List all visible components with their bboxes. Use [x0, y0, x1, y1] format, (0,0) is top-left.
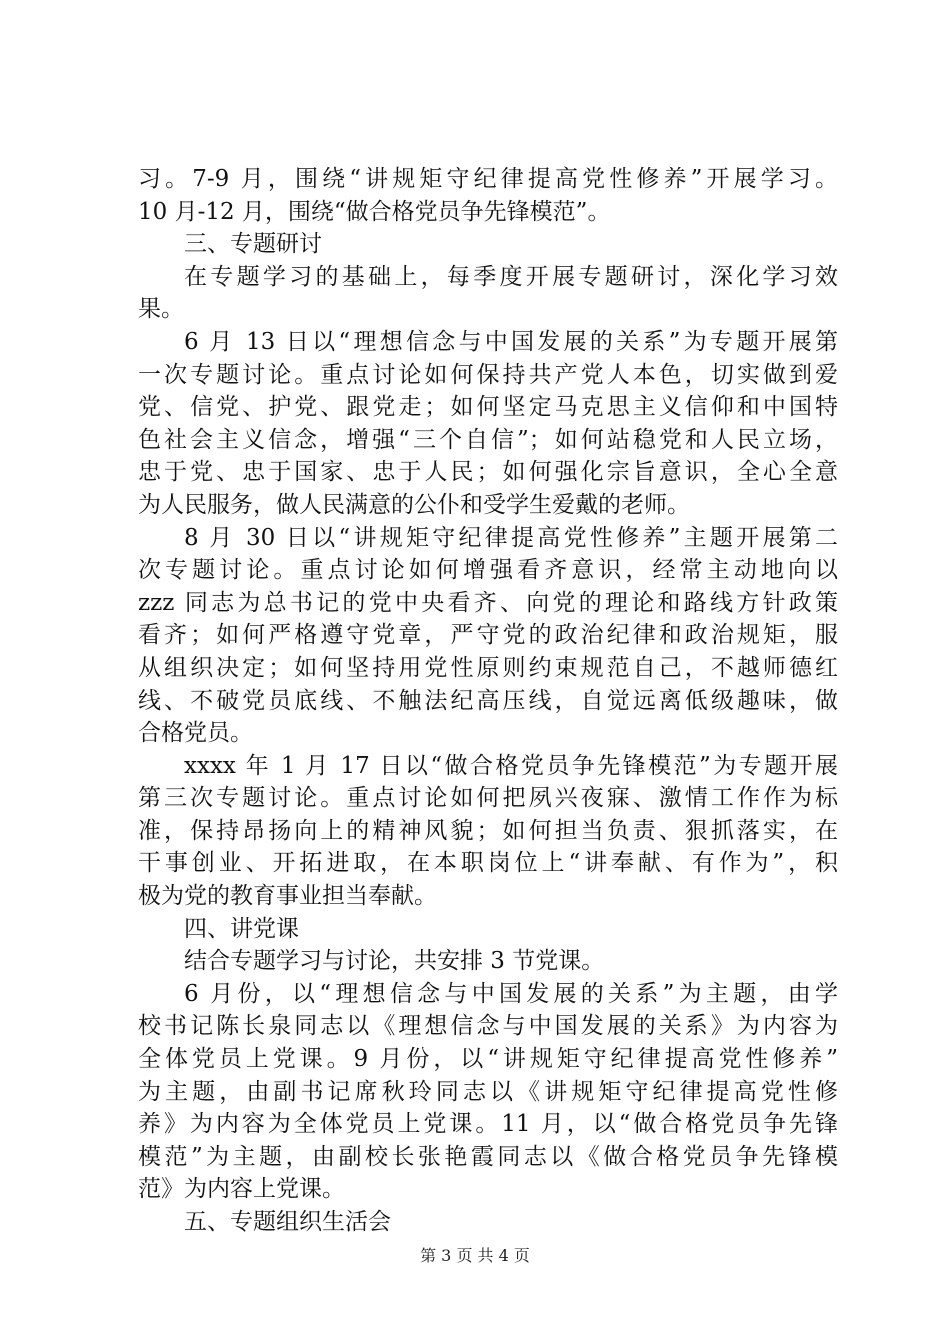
paragraph-line: 校书记陈长泉同志以《理想信念与中国发展的关系》为内容为	[138, 1013, 838, 1040]
paragraph-line: 极为党的教育事业担当奉献。	[138, 883, 437, 910]
section-heading: 三、专题研讨	[184, 231, 322, 258]
page-footer: 第 3 页 共 4 页	[420, 1246, 530, 1265]
paragraph-line: 色社会主义信念，增强“三个自信”；如何站稳党和人民立场，	[138, 426, 838, 453]
paragraph-line: 全体党员上党课。9 月份，以“讲规矩守纪律提高党性修养”	[138, 1046, 838, 1073]
paragraph-line: 在专题学习的基础上，每季度开展专题研讨，深化学习效	[184, 263, 838, 290]
paragraph-line: 看齐；如何严格遵守党章，严守党的政治纪律和政治规矩，服	[138, 622, 838, 649]
document-body	[138, 163, 838, 1239]
paragraph-line: 6 月份，以“理想信念与中国发展的关系”为主题，由学	[184, 980, 838, 1007]
paragraph-line: 6 月 13 日以“理想信念与中国发展的关系”为专题开展第	[184, 328, 838, 355]
paragraph-line: 习。7-9 月，围绕“讲规矩守纪律提高党性修养”开展学习。	[138, 166, 838, 192]
paragraph-line: 模范”为主题，由副校长张艳霞同志以《做合格党员争先锋模	[138, 1143, 838, 1170]
paragraph-line: 一次专题讨论。重点讨论如何保持共产党人本色，切实做到爱	[138, 361, 838, 388]
section-heading: 结合专题学习与讨论，共安排 3 节党课。	[184, 948, 605, 975]
paragraph-line: 养》为内容为全体党员上党课。11 月，以“做合格党员争先锋	[138, 1111, 838, 1138]
paragraph-line: 线、不破党员底线、不触法纪高压线，自觉远离低级趣味，做	[138, 687, 838, 714]
paragraph-line: 范》为内容上党课。	[138, 1176, 345, 1203]
section-heading: 四、讲党课	[184, 915, 299, 942]
paragraph-line: 次专题讨论。重点讨论如何增强看齐意识，经常主动地向以	[138, 557, 838, 584]
paragraph-line: 10 月-12 月，围绕“做合格党员争先锋模范”。	[138, 198, 611, 225]
paragraph-line: 党、信党、护党、跟党走；如何坚定马克思主义信仰和中国特	[138, 394, 838, 421]
section-heading: 五、专题组织生活会	[184, 1209, 391, 1235]
paragraph-line: 从组织决定；如何坚持用党性原则约束规范自己，不越师德红	[138, 654, 838, 681]
paragraph-line: zzz 同志为总书记的党中央看齐、向党的理论和路线方针政策	[138, 589, 838, 616]
paragraph-line: 8 月 30 日以“讲规矩守纪律提高党性修养”主题开展第二	[184, 524, 838, 551]
paragraph-line: 为主题，由副书记席秋玲同志以《讲规矩守纪律提高党性修	[138, 1078, 838, 1105]
paragraph-line: 果。	[138, 296, 184, 323]
paragraph-line: 为人民服务，做人民满意的公仆和受学生爱戴的老师。	[138, 491, 690, 518]
paragraph-line: 合格党员。	[138, 720, 253, 747]
paragraph-line: 准，保持昂扬向上的精神风貌；如何担当负责、狠抓落实，在	[138, 817, 838, 844]
paragraph-line: 第三次专题讨论。重点讨论如何把夙兴夜寐、激情工作作为标	[138, 785, 838, 812]
paragraph-line: 干事创业、开拓进取，在本职岗位上“讲奉献、有作为”，积	[138, 850, 838, 877]
paragraph-line: xxxx 年 1 月 17 日以“做合格党员争先锋模范”为专题开展	[184, 752, 838, 779]
paragraph-line: 忠于党、忠于国家、忠于人民；如何强化宗旨意识，全心全意	[138, 459, 838, 486]
